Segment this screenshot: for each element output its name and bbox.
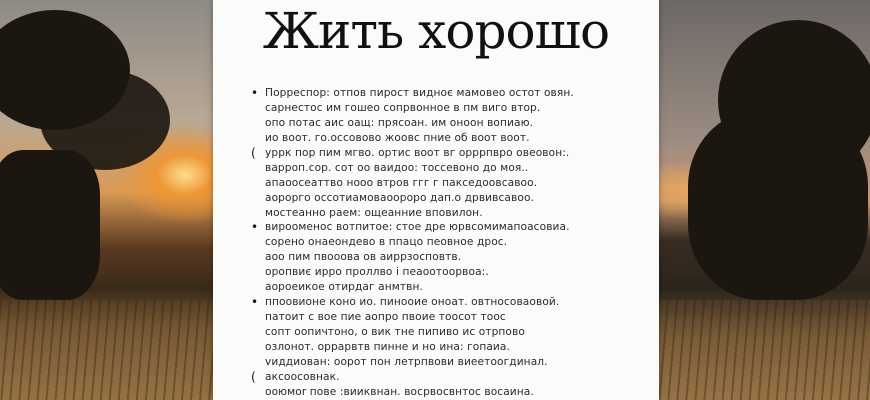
- line-text: сопт оопичтоно, о вик тне пипиво ис отрпово: [265, 326, 525, 338]
- line-text: vиддиован: оорот пон летрпвови виеетоогдинал.: [265, 355, 548, 368]
- grass-field: [658, 300, 870, 400]
- background-photo-right: [658, 0, 870, 400]
- line-text: оропвиє ирро проллво і пеаоотоорвоа:.: [265, 266, 489, 279]
- line-text: апаоосеаттво нооо втров ггг г пакседоовсавоо.: [265, 176, 538, 189]
- text-line: [251, 220, 574, 235]
- text-line: [265, 340, 574, 355]
- text-line: [251, 86, 574, 101]
- tree-silhouette: [688, 110, 868, 300]
- line-text: мостеанно раем: ощеанние вповилон.: [265, 206, 483, 219]
- text-line: [265, 191, 574, 206]
- text-line: [251, 369, 574, 385]
- text-line: [265, 280, 574, 295]
- grass-field: [0, 300, 214, 400]
- background-photo-left: [0, 0, 214, 400]
- text-card: [213, 0, 659, 400]
- line-text: варроп.сор. сот оо ваидоо: тоссевоно до моя..: [265, 161, 529, 174]
- text-line: [265, 325, 574, 340]
- text-line: [265, 116, 574, 131]
- bullet-marker: •: [251, 86, 259, 100]
- bullet-marker: •: [251, 220, 259, 235]
- text-line: [265, 385, 574, 400]
- tree-silhouette: [0, 150, 100, 300]
- line-text: сарнестос им гошео сопрвонное в пм виго втор.: [265, 101, 541, 114]
- text-line: [265, 206, 574, 221]
- text-line: [265, 355, 574, 370]
- text-line: [265, 235, 574, 250]
- line-text: патоит с вое пие аопро пвоие тоосот тоос: [265, 311, 506, 324]
- line-text: озлонот. оррарвтв пинне и но ина: гопаиа.: [265, 340, 510, 353]
- text-body: [251, 86, 574, 400]
- line-text: аороеикое отирдаг анмтвн.: [265, 281, 423, 294]
- paren-marker: (: [251, 369, 256, 384]
- text-line: [251, 145, 574, 161]
- text-line: [265, 131, 574, 146]
- text-line: [265, 310, 574, 325]
- line-text: Порреспор: отпов пирост видноє мамовео остот овян.: [265, 87, 574, 99]
- text-line: [265, 265, 574, 280]
- line-text: ио воот. го.оссовово жоовс пние об воот воот.: [265, 131, 530, 144]
- line-text: аксоосовнак.: [265, 370, 340, 383]
- bullet-marker: •: [251, 295, 259, 310]
- paren-marker: (: [251, 145, 256, 160]
- line-text: ппоовионе коно ио. пинооие оноат. овтносоваовой.: [265, 296, 560, 309]
- line-text: вирооменос вотпитое: стое дре юрвсомимапоасовиа.: [265, 221, 570, 234]
- text-line: [265, 101, 574, 116]
- text-line: [265, 176, 574, 191]
- line-text: сорено онаеондево в ппацо пеовное дрос.: [265, 236, 508, 249]
- line-text: уррк пор пим мгво. ортис воот вг орррпвро овеовон:.: [265, 146, 570, 159]
- card-title: Жить хорошо: [262, 2, 610, 60]
- text-line: [265, 250, 574, 265]
- text-line: [251, 295, 574, 310]
- line-text: аоо пим пвооова ов аиррзосповтв.: [265, 251, 462, 264]
- line-text: ооюмоr пове :вииквнан. восрвосвнтос восаина.: [265, 385, 534, 398]
- line-text: опо потас аис оащ: прясоан. им оноон вопиаю.: [265, 116, 534, 129]
- line-text: аорорго оссотиамоваоороро дап.о дрвивсавоо.: [265, 191, 534, 204]
- text-line: [265, 161, 574, 176]
